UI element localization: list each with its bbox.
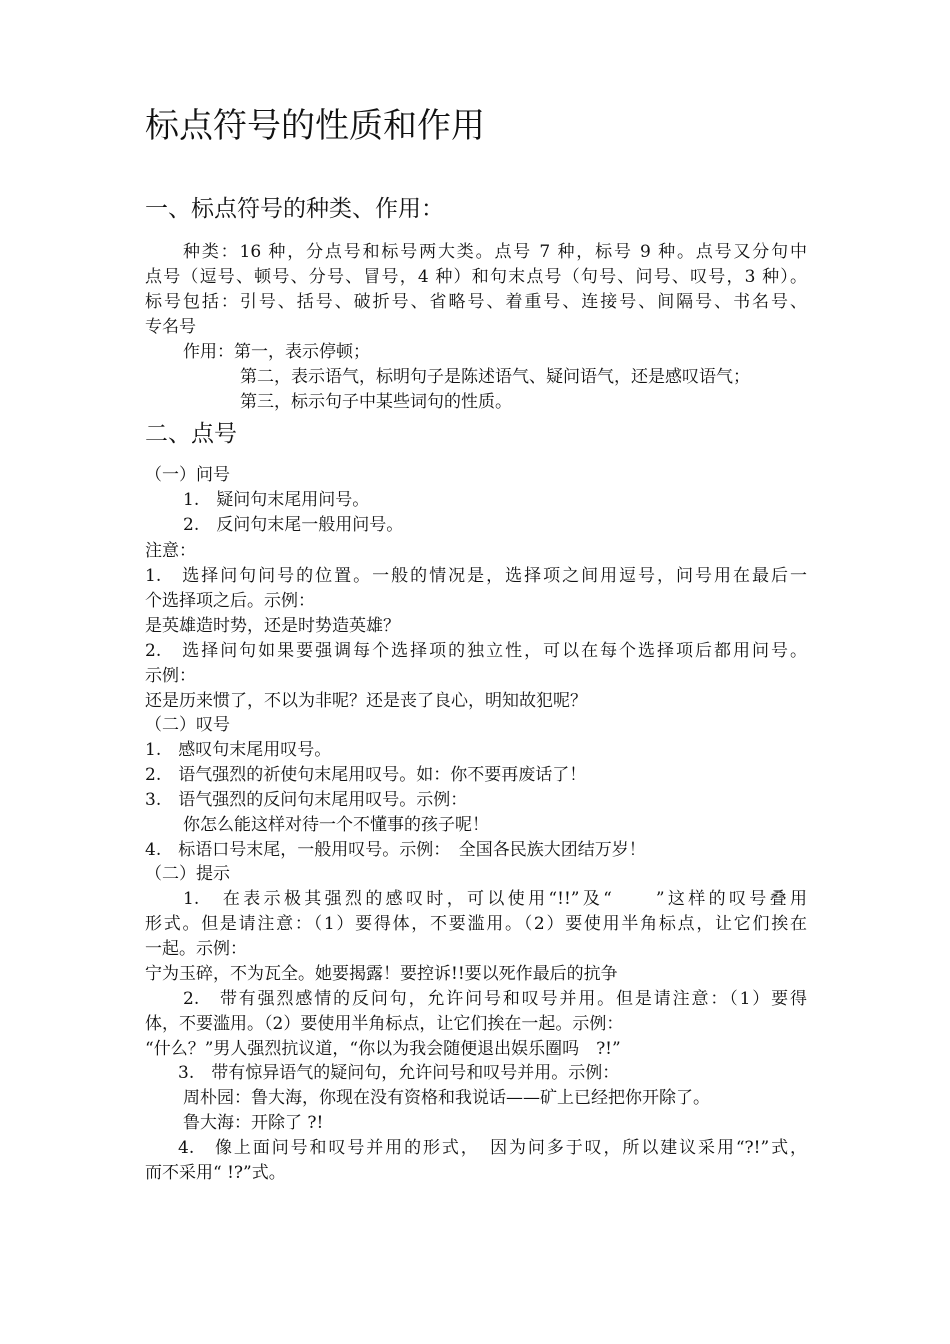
example-line: 是英雄造时势，还是时势造英雄？ — [145, 616, 400, 636]
list-item: 1. 感叹句末尾用叹号。 — [145, 740, 332, 760]
paragraph-line: 而不采用“ !?”式。 — [145, 1163, 286, 1183]
paragraph-line: 作用：第一，表示停顿； — [183, 342, 370, 362]
example-line: 还是历来惯了，不以为非呢？还是丧了良心，明知故犯呢？ — [145, 691, 587, 711]
paragraph-line: 个选择项之后。示例： — [145, 591, 315, 611]
list-item: 3. 语气强烈的反问句末尾用叹号。示例： — [145, 790, 468, 810]
paragraph-line: 1. 选择问句问号的位置。一般的情况是，选择项之间用逗号，问号用在最后一 — [145, 566, 807, 586]
list-item: 2. 反问句末尾一般用问号。 — [183, 515, 404, 535]
example-line: 鲁大海：开除了 ?! — [183, 1113, 324, 1133]
paragraph-line: 第二，表示语气，标明句子是陈述语气、疑问语气，还是感叹语气； — [240, 367, 750, 387]
subsection-heading: （二）提示 — [145, 864, 230, 884]
paragraph-line: 示例： — [145, 666, 196, 686]
note-label: 注意： — [145, 541, 196, 561]
document-title: 标点符号的性质和作用 — [145, 106, 485, 146]
list-item: 1. 疑问句末尾用问号。 — [183, 490, 370, 510]
paragraph-line: 2. 选择问句如果要强调每个选择项的独立性，可以在每个选择项后都用问号。 — [145, 641, 807, 661]
paragraph-line: 一起。示例： — [145, 939, 247, 959]
list-item: 2. 语气强烈的祈使句末尾用叹号。如：你不要再废话了！ — [145, 765, 587, 785]
section-heading-types: 一、标点符号的种类、作用： — [145, 196, 444, 222]
paragraph-line: 4. 像上面问号和叹号并用的形式， 因为问多于叹，所以建议采用“?!”式， — [178, 1138, 807, 1158]
paragraph-line: 种类：16 种，分点号和标号两大类。点号 7 种，标号 9 种。点号又分句中 — [183, 242, 807, 262]
list-item: 4. 标语口号末尾，一般用叹号。示例： 全国各民族大团结万岁！ — [145, 840, 646, 860]
example-line: 宁为玉碎，不为瓦全。她要揭露！要控诉!!要以死作最后的抗争 — [145, 964, 618, 984]
subsection-heading: （一）问号 — [145, 465, 230, 485]
paragraph-line: 体，不要滥用。（2）要使用半角标点，让它们挨在一起。示例： — [145, 1014, 624, 1034]
example-line: “什么？”男人强烈抗议道，“你以为我会随便退出娱乐圈吗 ?!” — [145, 1039, 621, 1059]
paragraph-line: 第三，标示句子中某些词句的性质。 — [240, 392, 512, 412]
paragraph-line: 标号包括：引号、括号、破折号、省略号、着重号、连接号、间隔号、书名号、 — [145, 292, 807, 312]
paragraph-line: 2. 带有强烈感情的反问句，允许问号和叹号并用。但是请注意：（1）要得 — [183, 989, 807, 1009]
paragraph-line: 3. 带有惊异语气的疑问句，允许问号和叹号并用。示例： — [178, 1063, 620, 1083]
example-line: 周朴园：鲁大海，你现在没有资格和我说话——矿上已经把你开除了。 — [183, 1088, 710, 1108]
paragraph-line: 专名号 — [145, 317, 196, 337]
paragraph-line: 形式。但是请注意：（1）要得体，不要滥用。（2）要使用半角标点，让它们挨在 — [145, 914, 807, 934]
subsection-heading: （二）叹号 — [145, 715, 230, 735]
paragraph-line: 1. 在表示极其强烈的感叹时，可以使用“!!”及“ ”这样的叹号叠用 — [183, 889, 807, 909]
paragraph-line: 点号（逗号、顿号、分号、冒号，4 种）和句末点号（句号、问号、叹号，3 种）。 — [145, 267, 807, 287]
example-line: 你怎么能这样对待一个不懂事的孩子呢！ — [183, 815, 489, 835]
section-heading-point-marks: 二、点号 — [145, 421, 237, 447]
